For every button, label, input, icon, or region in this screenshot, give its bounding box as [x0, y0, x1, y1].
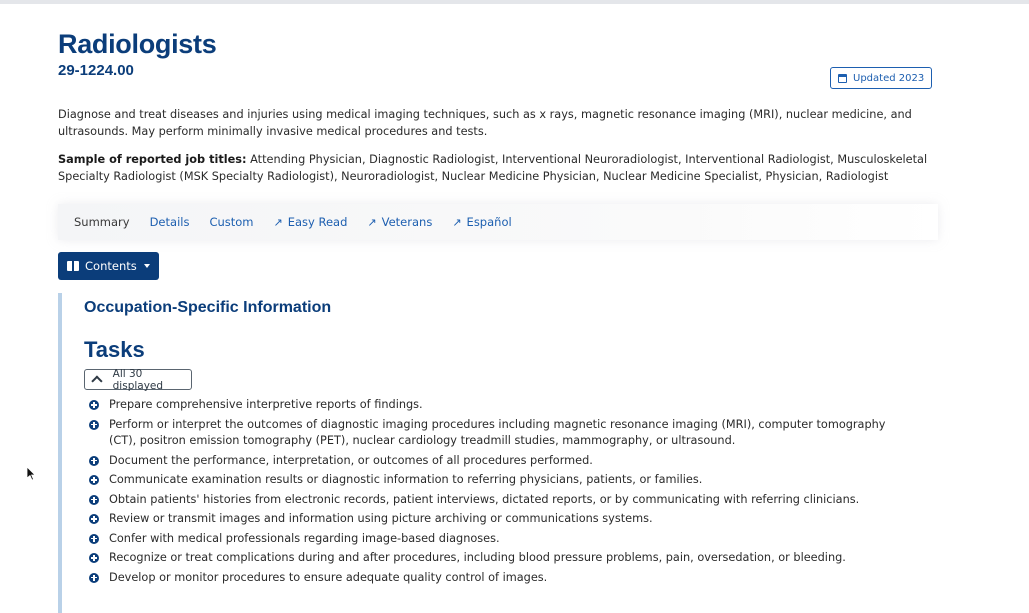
- tab-label: Summary: [74, 215, 130, 229]
- tab-label: Easy Read: [287, 215, 348, 229]
- plus-circle-icon[interactable]: [89, 420, 99, 430]
- sample-job-titles: [58, 151, 928, 185]
- plus-circle-icon[interactable]: [89, 400, 99, 410]
- plus-circle-icon[interactable]: [89, 495, 99, 505]
- sample-titles: Attending Physician, Diagnostic Radiologist, Interventional Neuroradiologist, Interventional Radiologist, Musculoskeletal Specialty Radiologist (MSK Specialty Radiologist), Neuroradiologist, Nuclear Medicine Physician, Nuclear Medicine Specialist, Physician, Radiologist: [58, 153, 928, 183]
- list-item: [84, 397, 914, 414]
- tab-custom[interactable]: [209, 215, 253, 229]
- tab-label: Custom: [209, 215, 254, 229]
- list-item: [84, 570, 914, 587]
- calendar-icon: [838, 74, 847, 83]
- occupation-page: [58, 28, 938, 584]
- list-item: [84, 453, 914, 470]
- occupation-code: 29-1224.00: [58, 62, 134, 79]
- tasks-toggle-label: All 30 displayed: [112, 367, 164, 392]
- task-text: Confer with medical professionals regarding image-based diagnoses.: [109, 531, 500, 545]
- task-text: Review or transmit images and information using picture archiving or communications systems.: [109, 512, 653, 525]
- plus-circle-icon[interactable]: [89, 573, 99, 583]
- plus-circle-icon[interactable]: [89, 514, 99, 524]
- top-border: [0, 0, 1029, 4]
- tab-summary[interactable]: [74, 215, 130, 229]
- list-item: [84, 531, 914, 548]
- task-text: Perform or interpret the outcomes of diagnostic imaging procedures including magnetic resonance imaging (MRI), computer tomography (CT), positron emission tomography (PET), nuclear cardiology treadmill studies, mammography, or ultrasound.: [109, 417, 886, 447]
- list-item: [84, 472, 914, 489]
- page-title: Radiologists: [58, 29, 217, 59]
- task-text: Communicate examination results or diagnostic information to referring physicians, patients, or families.: [109, 473, 703, 486]
- external-link-icon: ↗: [452, 215, 462, 229]
- plus-circle-icon[interactable]: [89, 534, 99, 544]
- caret-down-icon: [144, 264, 150, 268]
- plus-circle-icon[interactable]: [89, 475, 99, 485]
- chevron-up-icon: [91, 375, 102, 386]
- task-text: Develop or monitor procedures to ensure adequate quality control of images.: [109, 570, 548, 584]
- task-text: Prepare comprehensive interpretive reports of findings.: [109, 398, 423, 411]
- tab-veterans[interactable]: [367, 215, 432, 229]
- tasks-toggle-button[interactable]: [84, 369, 192, 390]
- updated-badge[interactable]: [830, 67, 932, 89]
- tab-details[interactable]: [150, 215, 190, 229]
- tab-espanol[interactable]: [452, 215, 511, 229]
- list-item: [84, 417, 914, 450]
- mouse-cursor-icon: [26, 466, 36, 481]
- tab-label: Veterans: [381, 215, 433, 229]
- plus-circle-icon[interactable]: [89, 456, 99, 466]
- sample-label: Sample of reported job titles:: [58, 153, 247, 166]
- updated-label: Updated 2023: [853, 72, 925, 84]
- task-list: [84, 397, 938, 586]
- view-tabs: [58, 204, 938, 240]
- task-text: Obtain patients' histories from electronic records, patient interviews, dictated reports, or by communicating with referring clinicians.: [109, 492, 860, 506]
- tab-label: Details: [149, 215, 190, 229]
- task-text: Document the performance, interpretation, or outcomes of all procedures performed.: [109, 453, 593, 467]
- section-title: Occupation-Specific Information: [84, 299, 332, 316]
- task-text: Recognize or treat complications during and after procedures, including blood pressure problems, pain, oversedation, or bleeding.: [109, 551, 846, 564]
- occupation-specific-section: [58, 293, 938, 613]
- list-item: [84, 492, 914, 509]
- tasks-heading: Tasks: [84, 337, 145, 362]
- contents-button[interactable]: [58, 252, 159, 280]
- external-link-icon: ↗: [367, 215, 377, 229]
- list-item: [84, 511, 914, 528]
- book-icon: [67, 261, 79, 271]
- contents-label: Contents: [85, 259, 137, 273]
- tab-easy-read[interactable]: [274, 215, 348, 229]
- list-item: [84, 550, 914, 567]
- tab-label: Español: [466, 215, 512, 229]
- occupation-description: Diagnose and treat diseases and injuries using medical imaging techniques, such as x rays, magnetic resonance imaging (MRI), nuclear medicine, and ultrasounds. May perform minimally invasive medical procedures and tests.: [58, 108, 912, 138]
- external-link-icon: ↗: [273, 215, 283, 229]
- plus-circle-icon[interactable]: [89, 553, 99, 563]
